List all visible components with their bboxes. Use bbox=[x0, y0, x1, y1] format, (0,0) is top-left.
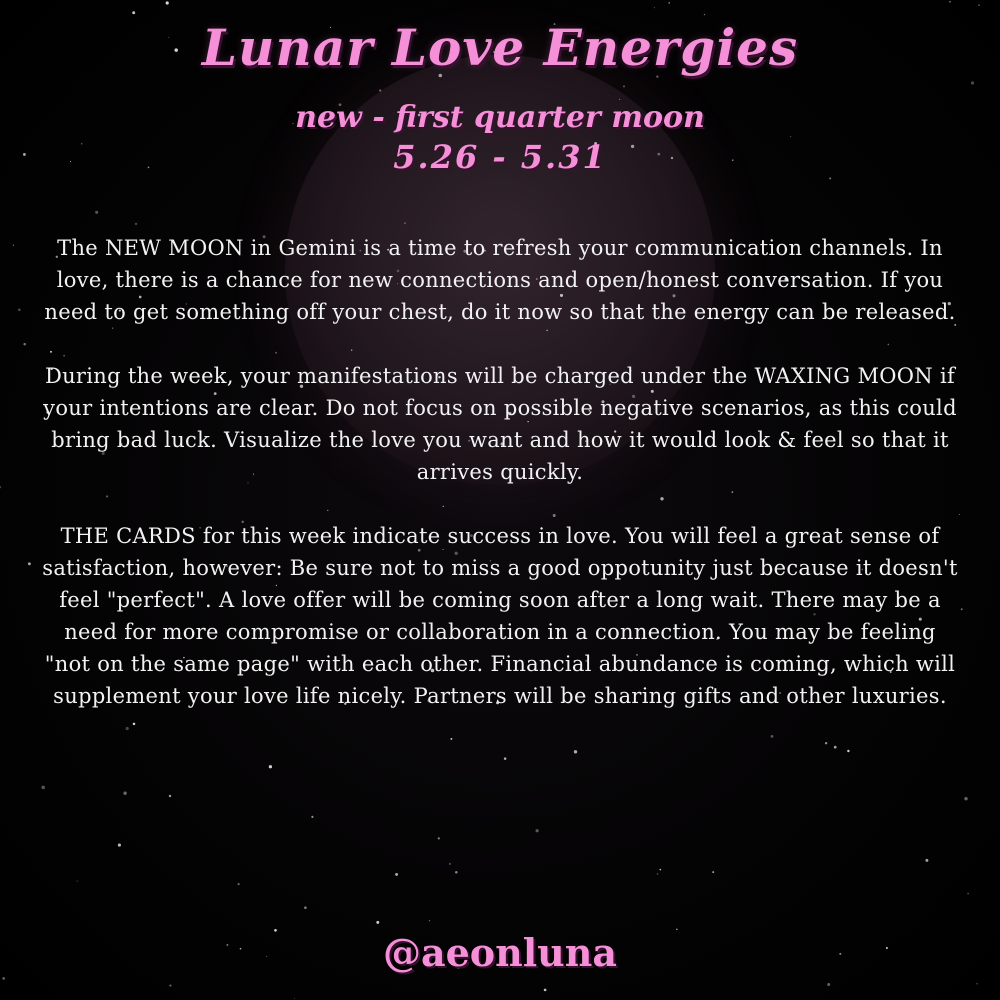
star bbox=[395, 873, 398, 876]
star bbox=[964, 797, 967, 800]
star bbox=[712, 871, 714, 873]
star bbox=[949, 1, 951, 3]
star bbox=[376, 921, 379, 924]
star bbox=[834, 746, 837, 749]
star bbox=[13, 245, 14, 246]
date-range: 5.26 - 5.31 bbox=[393, 138, 607, 176]
reading-body bbox=[40, 232, 960, 744]
star bbox=[123, 792, 126, 795]
star bbox=[976, 983, 978, 985]
star bbox=[704, 14, 705, 15]
star bbox=[827, 983, 830, 986]
star bbox=[311, 816, 313, 818]
star bbox=[961, 608, 963, 610]
star bbox=[23, 343, 26, 346]
star bbox=[77, 880, 78, 881]
star bbox=[967, 893, 969, 895]
star bbox=[925, 859, 928, 862]
star bbox=[657, 873, 659, 875]
paragraph-new-moon: The NEW MOON in Gemini is a time to refresh your communication channels. In love, there is a chance for new connections and open/honest conversation. If you need to get something off your chest, do it now so that the energy can be released. bbox=[44, 236, 956, 324]
star bbox=[294, 998, 295, 999]
star bbox=[132, 11, 135, 14]
star bbox=[166, 1, 169, 4]
star bbox=[237, 883, 239, 885]
star bbox=[574, 750, 577, 753]
paragraph-cards: THE CARDS for this week indicate success in love. You will feel a great sense of satisfaction, however: Be sure not to miss a good oppotunity just because it doesn't feel "perfect". A love offer will be coming soon after a long wait. There may be a need for more compromise or collaboration in a connection. You may be feeling "not on the same page" with each other. Financial abundance is coming, which will supplement your love life nicely. Partners will be sharing gifts and other luxuries. bbox=[42, 524, 958, 708]
star bbox=[404, 222, 406, 224]
star bbox=[660, 869, 662, 871]
star bbox=[654, 7, 655, 8]
page-title: Lunar Love Energies bbox=[201, 18, 799, 77]
star bbox=[0, 486, 1, 488]
star bbox=[269, 765, 272, 768]
star bbox=[169, 795, 171, 797]
moon-phase-subtitle: new - first quarter moon bbox=[295, 100, 705, 135]
star bbox=[2, 977, 5, 980]
star bbox=[169, 985, 171, 987]
star bbox=[829, 177, 831, 179]
star bbox=[379, 89, 381, 91]
star bbox=[429, 920, 430, 921]
star bbox=[135, 223, 137, 225]
paragraph-waxing-moon: During the week, your manifestations will be charged under the WAXING MOON if your intentions are clear. Do not focus on possible negative scenarios, as this could bring bad luck. Visualize the love you want and how it would look & feel so that it arrives quickly. bbox=[43, 364, 957, 484]
star bbox=[41, 786, 45, 790]
star bbox=[544, 989, 547, 992]
star bbox=[536, 829, 539, 832]
star bbox=[28, 562, 31, 565]
star bbox=[118, 844, 121, 847]
star bbox=[438, 837, 440, 839]
star bbox=[623, 85, 625, 87]
author-handle: @aeonluna bbox=[382, 930, 618, 975]
star bbox=[504, 757, 507, 760]
star bbox=[668, 2, 670, 4]
star bbox=[978, 4, 979, 5]
star bbox=[18, 309, 21, 312]
star bbox=[95, 211, 98, 214]
star bbox=[847, 750, 849, 752]
star bbox=[304, 906, 307, 909]
star bbox=[455, 871, 458, 874]
star bbox=[971, 81, 974, 84]
star bbox=[449, 863, 451, 865]
